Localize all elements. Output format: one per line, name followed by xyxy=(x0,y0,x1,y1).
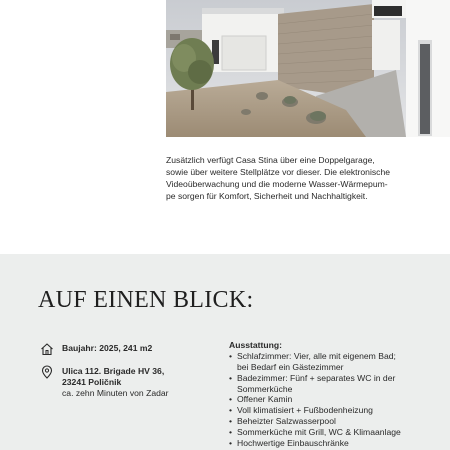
overview-heading: AUF EINEN BLICK: xyxy=(38,287,254,313)
intro-paragraph xyxy=(166,154,406,202)
address-text xyxy=(62,366,169,398)
house-icon xyxy=(40,342,54,356)
amenity-item: • Sommerküche mit Grill, WC & Klimaanlage xyxy=(229,427,429,438)
amenity-item-continued: bei Bedarf ein Gästezimmer xyxy=(237,362,344,373)
villa-photo xyxy=(166,0,450,137)
amenity-item: • Schlafzimmer: Vier, alle mit eigenem Bad; xyxy=(229,351,429,362)
amenities-label: Ausstattung: xyxy=(229,340,282,350)
amenity-item: • Beheizter Salzwasserpool xyxy=(229,416,429,427)
amenity-item: • Hochwertige Einbauschränke xyxy=(229,438,429,449)
amenities-block xyxy=(229,340,429,448)
address-line-2: 23241 Poličnik xyxy=(62,376,122,387)
intro-line: Zusätzlich verfügt Casa Stina über eine Doppelgarage, xyxy=(166,155,375,165)
intro-line: Videoüberwachung und die moderne Wasser-Wärmepum- xyxy=(166,179,388,189)
address-line-1: Ulica 112. Brigade HV 36, xyxy=(62,366,165,376)
intro-line: sowie über weitere Stellplätze vor dieser. Die elektronische xyxy=(166,167,391,177)
amenity-item: • Badezimmer: Fünf + separates WC in der xyxy=(229,373,429,384)
address-note: ca. zehn Minuten von Zadar xyxy=(62,387,169,398)
amenity-item-continued: Sommerküche xyxy=(237,383,293,394)
map-pin-icon xyxy=(40,365,54,379)
amenities-list xyxy=(229,351,429,448)
year-text: Baujahr: 2025, 241 m2 xyxy=(62,343,153,353)
intro-line: pe sorgen für Komfort, Sicherheit und Nachhaltigkeit. xyxy=(166,191,368,201)
amenity-item: • Voll klimatisiert + Fußbodenheizung xyxy=(229,405,429,416)
amenity-item: • Offener Kamin xyxy=(229,394,429,405)
